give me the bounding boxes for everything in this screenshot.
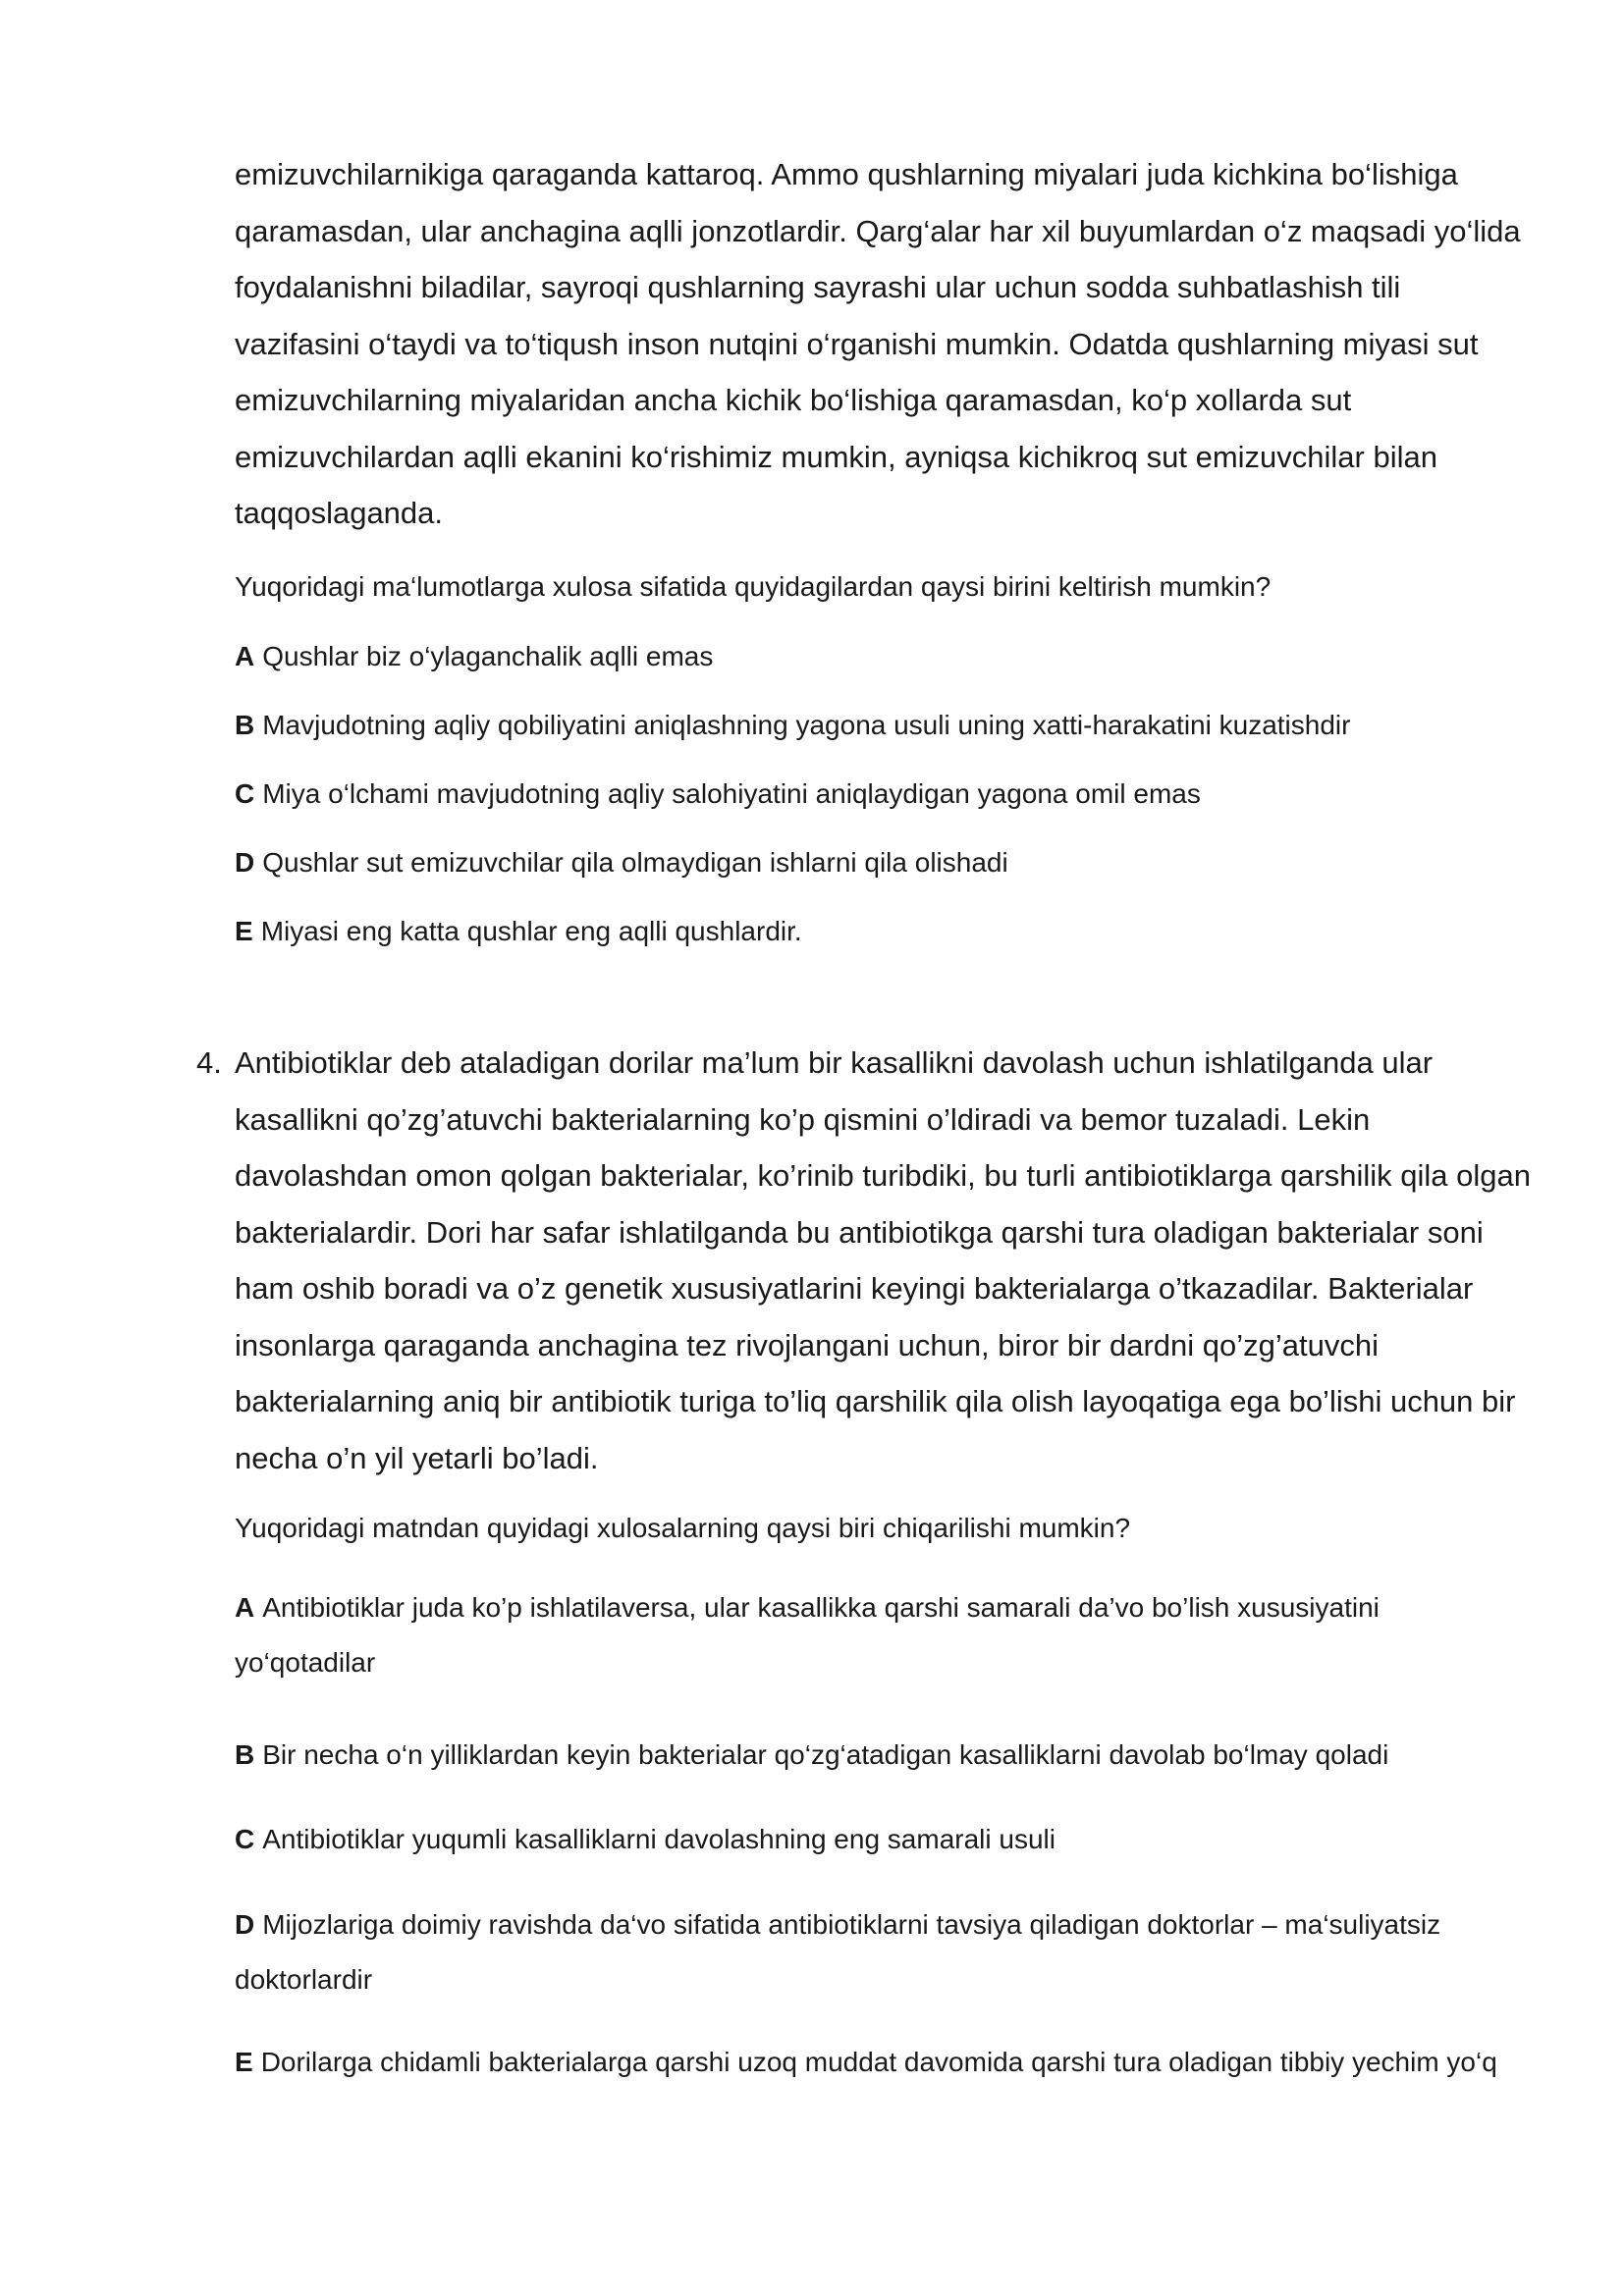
option-text: Miya o‘lchami mavjudotning aqliy salohiyatini aniqlaydigan yagona omil emas — [262, 778, 1201, 809]
option-letter: C — [235, 778, 255, 809]
passage-4-option-b — [235, 1728, 1511, 1783]
option-text: Qushlar sut emizuvchilar qila olmaydigan ishlarni qila olishadi — [262, 847, 1008, 878]
option-text: Mijozlariga doimiy ravishda da‘vo sifatida antibiotiklarni tavsiya qiladigan doktorlar – ma‘suliyatsiz doktorlardir — [235, 1909, 1441, 1995]
option-text: Dorilarga chidamli bakterialarga qarshi uzoq muddat davomida qarshi tura oladigan tibbiy yechim yo‘q — [260, 2047, 1497, 2077]
passage-4-question: Yuqoridagi matndan quyidagi xulosalarning qaysi biri chiqarilishi mumkin? — [235, 1513, 1131, 1543]
option-letter: B — [235, 1739, 255, 1770]
option-letter: C — [235, 1824, 255, 1854]
option-letter: D — [235, 847, 255, 878]
passage-3-option-a — [235, 629, 1511, 684]
option-text: Antibiotiklar yuqumli kasalliklarni davolashning eng samarali usuli — [262, 1824, 1056, 1854]
passage-4-option-d — [235, 1897, 1511, 2007]
passage-3-option-c — [235, 767, 1511, 822]
passage-4-option-e — [235, 2035, 1511, 2090]
passage-3-paragraph: emizuvchilarnikiga qaraganda kattaroq. Ammo qushlarning miyalari juda kichkina bo‘lishiga qaramasdan, ular anchagina aqlli jonzotlardir. Qarg‘alar har xil buyumlardan o‘z maqsadi yo‘lida foydalanishni biladilar, sayroqi qushlarning sayrashi ular uchun sodda suhbatlashish tili vazifasini o‘taydi va to‘tiqush inson nutqini o‘rganishi mumkin. Odatda qushlarning miyasi sut emizuvchilarning miyalaridan ancha kichik bo‘lishiga qaramasdan, ko‘p xollarda sut emizuvchilardan aqlli ekanini ko‘rishimiz mumkin, ayniqsa kichikroq sut emizuvchilar bilan taqqoslaganda. — [235, 157, 1521, 530]
option-text: Mavjudotning aqliy qobiliyatini aniqlashning yagona usuli uning xatti-harakatini kuzatishdir — [262, 710, 1351, 740]
passage-3-option-d — [235, 835, 1511, 890]
passage-4-option-c — [235, 1812, 1511, 1867]
option-letter: A — [235, 641, 255, 671]
passage-3-option-e — [235, 904, 1511, 959]
passage-4-option-a — [235, 1580, 1511, 1690]
option-letter: E — [235, 916, 253, 946]
option-letter: D — [235, 1909, 255, 1940]
option-letter: A — [235, 1592, 255, 1623]
option-letter: B — [235, 710, 255, 740]
option-text: Miyasi eng katta qushlar eng aqlli qushlardir. — [260, 916, 802, 946]
option-text: Bir necha o‘n yilliklardan keyin bakterialar qo‘zg‘atadigan kasalliklarni davolab bo‘lmay qoladi — [262, 1739, 1389, 1770]
option-text: Qushlar biz o‘ylaganchalik aqlli emas — [262, 641, 714, 671]
question-number: 4. — [196, 1045, 222, 1080]
passage-3-question: Yuqoridagi ma‘lumotlarga xulosa sifatida quyidagilardan qaysi birini keltirish mumkin? — [235, 571, 1272, 602]
passage-4-paragraph: Antibiotiklar deb ataladigan dorilar ma’lum bir kasallikni davolash uchun ishlatilganda ular kasallikni qo’zg’atuvchi bakterialarning ko’p qismini o’ldiradi va bemor tuzaladi. Lekin davolashdan omon qolgan bakterialar, ko’rinib turibdiki, bu turli antibiotiklarga qarshilik qila olgan bakterialardir. Dori har safar ishlatilganda bu antibiotikga qarshi tura oladigan bakterialar soni ham oshib boradi va o’z genetik xususiyatlarini keyingi bakterialarga o’tkazadilar. Bakterialar insonlarga qaraganda anchagina tez rivojlangani uchun, biror bir dardni qo’zg’atuvchi bakterialarning aniq bir antibiotik turiga to’liq qarshilik qila olish layoqatiga ega bo’lishi uchun bir necha o’n yil yetarli bo’ladi. — [235, 1045, 1531, 1475]
option-text: Antibiotiklar juda ko’p ishlatilaversa, ular kasallikka qarshi samarali da’vo bo’lish xususiyatini yo‘qotadilar — [235, 1592, 1380, 1678]
option-letter: E — [235, 2047, 253, 2077]
passage-3-option-b — [235, 698, 1511, 753]
